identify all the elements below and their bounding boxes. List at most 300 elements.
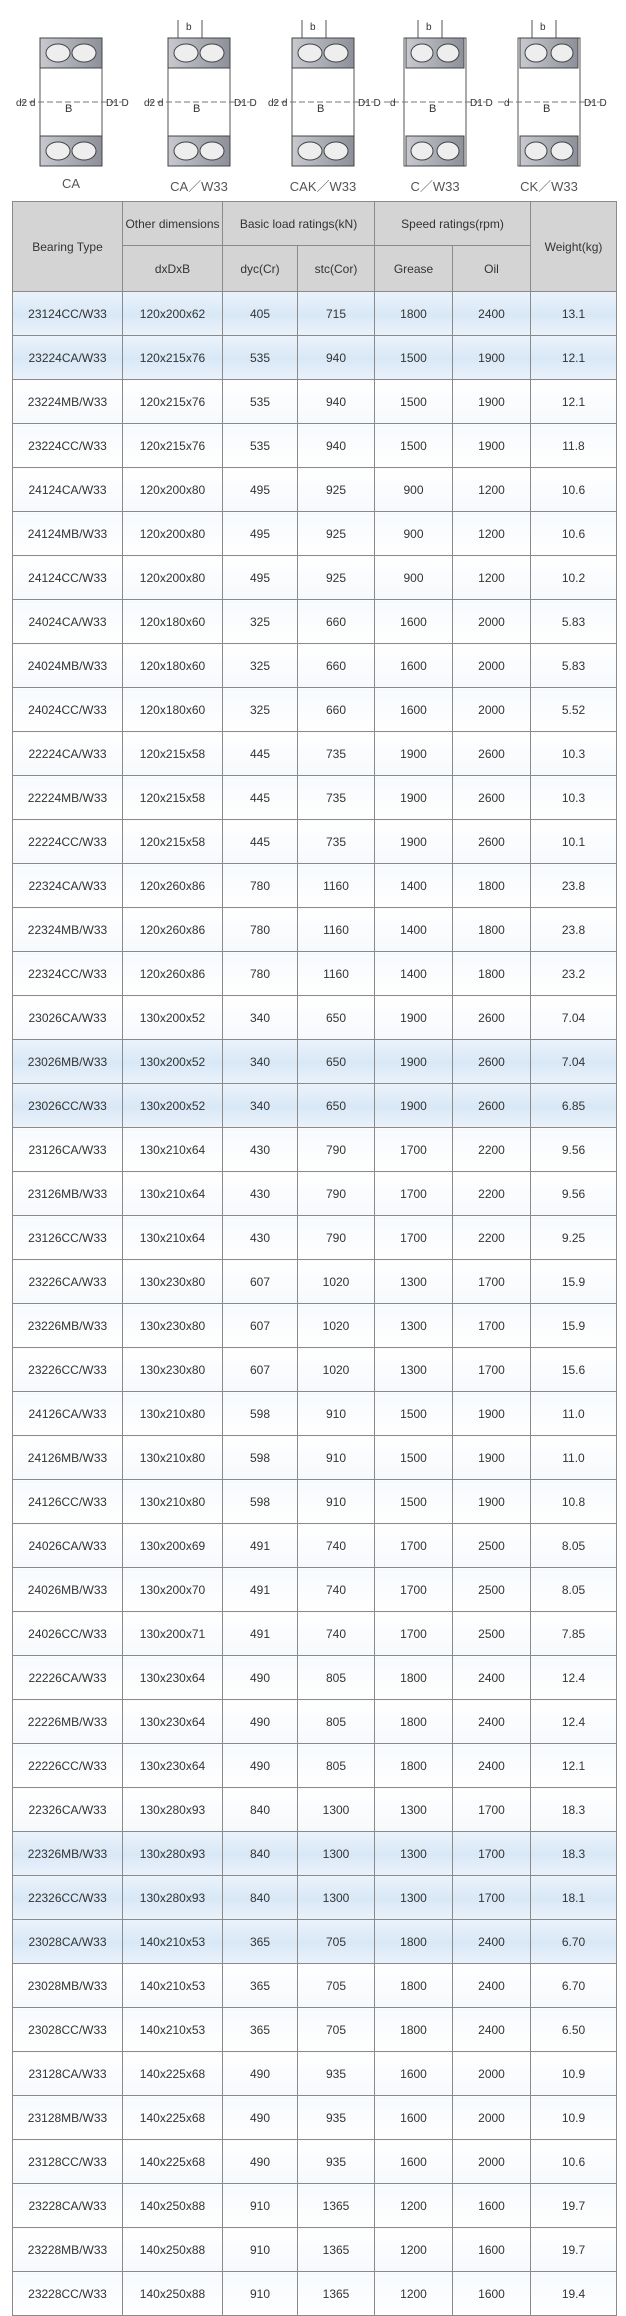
grease-speed-cell: 1200 bbox=[375, 2228, 453, 2272]
oil-speed-cell: 2400 bbox=[453, 1656, 531, 1700]
dyc-cell: 910 bbox=[223, 2184, 298, 2228]
dimensions-cell: 120x215x58 bbox=[123, 732, 223, 776]
bearing-type-cell: 23126MB/W33 bbox=[13, 1172, 123, 1216]
dimensions-cell: 140x225x68 bbox=[123, 2140, 223, 2184]
bearing-type-cell: 23028MB/W33 bbox=[13, 1964, 123, 2008]
oil-speed-cell: 2500 bbox=[453, 1568, 531, 1612]
weight-cell: 6.70 bbox=[531, 1964, 617, 2008]
table-row bbox=[13, 2052, 617, 2096]
header-grease: Grease bbox=[375, 246, 453, 292]
weight-cell: 9.25 bbox=[531, 1216, 617, 1260]
header-basic-load: Basic load ratings(kN) bbox=[223, 202, 375, 246]
table-row bbox=[13, 1744, 617, 1788]
bearing-type-cell: 24126CA/W33 bbox=[13, 1392, 123, 1436]
weight-cell: 6.85 bbox=[531, 1084, 617, 1128]
oil-speed-cell: 1600 bbox=[453, 2184, 531, 2228]
stc-cell: 1160 bbox=[298, 864, 375, 908]
stc-cell: 805 bbox=[298, 1656, 375, 1700]
stc-cell: 940 bbox=[298, 336, 375, 380]
grease-speed-cell: 1600 bbox=[375, 2140, 453, 2184]
weight-cell: 12.4 bbox=[531, 1700, 617, 1744]
dyc-cell: 840 bbox=[223, 1832, 298, 1876]
dyc-cell: 430 bbox=[223, 1128, 298, 1172]
weight-cell: 11.0 bbox=[531, 1392, 617, 1436]
weight-cell: 11.8 bbox=[531, 424, 617, 468]
bearing-type-cell: 23226MB/W33 bbox=[13, 1304, 123, 1348]
oil-speed-cell: 2600 bbox=[453, 996, 531, 1040]
table-row bbox=[13, 864, 617, 908]
bearing-type-cell: 22226MB/W33 bbox=[13, 1700, 123, 1744]
weight-cell: 8.05 bbox=[531, 1568, 617, 1612]
table-row bbox=[13, 908, 617, 952]
stc-cell: 805 bbox=[298, 1700, 375, 1744]
dimensions-cell: 120x215x58 bbox=[123, 776, 223, 820]
svg-text:D1 D: D1 D bbox=[584, 98, 607, 109]
grease-speed-cell: 1800 bbox=[375, 1744, 453, 1788]
oil-speed-cell: 2500 bbox=[453, 1524, 531, 1568]
dimensions-cell: 130x210x80 bbox=[123, 1480, 223, 1524]
dyc-cell: 340 bbox=[223, 1040, 298, 1084]
diagram-caption: CA／W33 bbox=[170, 179, 228, 194]
table-row bbox=[13, 2008, 617, 2052]
bearing-type-cell: 24126CC/W33 bbox=[13, 1480, 123, 1524]
dimensions-cell: 120x215x76 bbox=[123, 424, 223, 468]
stc-cell: 935 bbox=[298, 2140, 375, 2184]
bearing-type-cell: 23128MB/W33 bbox=[13, 2096, 123, 2140]
table-row bbox=[13, 1788, 617, 1832]
svg-text:B: B bbox=[65, 103, 73, 115]
svg-text:d2 d: d2 d bbox=[144, 98, 164, 109]
table-row bbox=[13, 1832, 617, 1876]
oil-speed-cell: 2400 bbox=[453, 1920, 531, 1964]
header-oil: Oil bbox=[453, 246, 531, 292]
dimensions-cell: 120x200x80 bbox=[123, 556, 223, 600]
dimensions-cell: 130x230x80 bbox=[123, 1304, 223, 1348]
dyc-cell: 780 bbox=[223, 864, 298, 908]
grease-speed-cell: 1900 bbox=[375, 1084, 453, 1128]
grease-speed-cell: 1500 bbox=[375, 336, 453, 380]
oil-speed-cell: 1800 bbox=[453, 908, 531, 952]
dimensions-cell: 130x200x52 bbox=[123, 996, 223, 1040]
bearing-type-cell: 23026CA/W33 bbox=[13, 996, 123, 1040]
weight-cell: 8.05 bbox=[531, 1524, 617, 1568]
oil-speed-cell: 2600 bbox=[453, 732, 531, 776]
dimensions-cell: 130x280x93 bbox=[123, 1788, 223, 1832]
table-row bbox=[13, 1876, 617, 1920]
stc-cell: 715 bbox=[298, 292, 375, 336]
stc-cell: 1160 bbox=[298, 908, 375, 952]
dimensions-cell: 120x200x62 bbox=[123, 292, 223, 336]
dyc-cell: 325 bbox=[223, 600, 298, 644]
stc-cell: 1365 bbox=[298, 2228, 375, 2272]
dimensions-cell: 130x230x64 bbox=[123, 1744, 223, 1788]
dyc-cell: 910 bbox=[223, 2228, 298, 2272]
weight-cell: 18.1 bbox=[531, 1876, 617, 1920]
dimensions-cell: 130x230x80 bbox=[123, 1348, 223, 1392]
header-bearing-type: Bearing Type bbox=[13, 202, 123, 292]
bearing-type-cell: 23028CC/W33 bbox=[13, 2008, 123, 2052]
table-row bbox=[13, 468, 617, 512]
bearing-type-cell: 23026MB/W33 bbox=[13, 1040, 123, 1084]
dyc-cell: 780 bbox=[223, 952, 298, 996]
bearing-type-cell: 22224CA/W33 bbox=[13, 732, 123, 776]
weight-cell: 7.04 bbox=[531, 996, 617, 1040]
weight-cell: 9.56 bbox=[531, 1172, 617, 1216]
dyc-cell: 535 bbox=[223, 336, 298, 380]
dyc-cell: 445 bbox=[223, 732, 298, 776]
weight-cell: 10.2 bbox=[531, 556, 617, 600]
svg-text:d2 d: d2 d bbox=[16, 98, 36, 109]
grease-speed-cell: 900 bbox=[375, 512, 453, 556]
table-row bbox=[13, 1040, 617, 1084]
grease-speed-cell: 1900 bbox=[375, 776, 453, 820]
bearing-type-cell: 24126MB/W33 bbox=[13, 1436, 123, 1480]
grease-speed-cell: 1900 bbox=[375, 820, 453, 864]
weight-cell: 19.4 bbox=[531, 2272, 617, 2316]
weight-cell: 10.6 bbox=[531, 512, 617, 556]
oil-speed-cell: 1900 bbox=[453, 380, 531, 424]
oil-speed-cell: 1200 bbox=[453, 556, 531, 600]
table-row bbox=[13, 380, 617, 424]
bearing-type-cell: 22224MB/W33 bbox=[13, 776, 123, 820]
grease-speed-cell: 1500 bbox=[375, 380, 453, 424]
table-row bbox=[13, 1480, 617, 1524]
weight-cell: 19.7 bbox=[531, 2228, 617, 2272]
bearing-type-cell: 22326CC/W33 bbox=[13, 1876, 123, 1920]
grease-speed-cell: 1300 bbox=[375, 1260, 453, 1304]
dimensions-cell: 130x210x80 bbox=[123, 1392, 223, 1436]
oil-speed-cell: 2000 bbox=[453, 644, 531, 688]
bearing-type-cell: 23228MB/W33 bbox=[13, 2228, 123, 2272]
grease-speed-cell: 1300 bbox=[375, 1304, 453, 1348]
dyc-cell: 445 bbox=[223, 820, 298, 864]
svg-text:B: B bbox=[429, 103, 437, 115]
table-row bbox=[13, 1216, 617, 1260]
table-row bbox=[13, 1612, 617, 1656]
bearing-type-cell: 23128CC/W33 bbox=[13, 2140, 123, 2184]
dimensions-cell: 120x180x60 bbox=[123, 600, 223, 644]
grease-speed-cell: 1500 bbox=[375, 424, 453, 468]
svg-text:b: b bbox=[426, 22, 432, 33]
svg-text:B: B bbox=[193, 103, 201, 115]
stc-cell: 925 bbox=[298, 468, 375, 512]
bearing-type-cell: 24124CA/W33 bbox=[13, 468, 123, 512]
oil-speed-cell: 1700 bbox=[453, 1876, 531, 1920]
oil-speed-cell: 2600 bbox=[453, 776, 531, 820]
stc-cell: 660 bbox=[298, 600, 375, 644]
bearing-type-cell: 24024MB/W33 bbox=[13, 644, 123, 688]
dimensions-cell: 140x210x53 bbox=[123, 1920, 223, 1964]
dyc-cell: 780 bbox=[223, 908, 298, 952]
bearing-type-cell: 23028CA/W33 bbox=[13, 1920, 123, 1964]
dyc-cell: 607 bbox=[223, 1304, 298, 1348]
oil-speed-cell: 1800 bbox=[453, 952, 531, 996]
dyc-cell: 598 bbox=[223, 1480, 298, 1524]
dimensions-cell: 130x200x69 bbox=[123, 1524, 223, 1568]
table-row bbox=[13, 556, 617, 600]
weight-cell: 10.6 bbox=[531, 2140, 617, 2184]
table-row bbox=[13, 2228, 617, 2272]
table-row bbox=[13, 688, 617, 732]
grease-speed-cell: 1800 bbox=[375, 1656, 453, 1700]
table-row bbox=[13, 952, 617, 996]
grease-speed-cell: 1600 bbox=[375, 600, 453, 644]
dyc-cell: 495 bbox=[223, 468, 298, 512]
table-row bbox=[13, 600, 617, 644]
table-row bbox=[13, 732, 617, 776]
bearing-type-cell: 23124CC/W33 bbox=[13, 292, 123, 336]
bearing-type-cell: 22324CA/W33 bbox=[13, 864, 123, 908]
bearing-cross-sections bbox=[0, 0, 626, 176]
weight-cell: 10.3 bbox=[531, 732, 617, 776]
dimensions-cell: 140x210x53 bbox=[123, 1964, 223, 2008]
bearing-type-cell: 23224MB/W33 bbox=[13, 380, 123, 424]
bearing-type-cell: 22324CC/W33 bbox=[13, 952, 123, 996]
bearing-type-cell: 22224CC/W33 bbox=[13, 820, 123, 864]
weight-cell: 23.8 bbox=[531, 908, 617, 952]
svg-text:b: b bbox=[540, 22, 546, 33]
dimensions-cell: 130x210x64 bbox=[123, 1216, 223, 1260]
svg-text:D1 D: D1 D bbox=[358, 98, 381, 109]
dyc-cell: 430 bbox=[223, 1216, 298, 1260]
grease-speed-cell: 1900 bbox=[375, 996, 453, 1040]
dyc-cell: 910 bbox=[223, 2272, 298, 2316]
oil-speed-cell: 1700 bbox=[453, 1348, 531, 1392]
dimensions-cell: 130x210x64 bbox=[123, 1128, 223, 1172]
weight-cell: 12.4 bbox=[531, 1656, 617, 1700]
header-stc: stc(Cor) bbox=[298, 246, 375, 292]
dyc-cell: 490 bbox=[223, 2140, 298, 2184]
stc-cell: 705 bbox=[298, 2008, 375, 2052]
table-row bbox=[13, 2184, 617, 2228]
bearing-type-cell: 22226CC/W33 bbox=[13, 1744, 123, 1788]
dyc-cell: 325 bbox=[223, 644, 298, 688]
dimensions-cell: 140x250x88 bbox=[123, 2272, 223, 2316]
dyc-cell: 535 bbox=[223, 424, 298, 468]
diagram-caption: C／W33 bbox=[410, 179, 460, 194]
grease-speed-cell: 900 bbox=[375, 556, 453, 600]
weight-cell: 18.3 bbox=[531, 1788, 617, 1832]
svg-text:d: d bbox=[390, 98, 396, 109]
dimensions-cell: 130x280x93 bbox=[123, 1832, 223, 1876]
table-row bbox=[13, 1172, 617, 1216]
dimensions-cell: 130x210x80 bbox=[123, 1436, 223, 1480]
dyc-cell: 495 bbox=[223, 556, 298, 600]
stc-cell: 1300 bbox=[298, 1788, 375, 1832]
bearing-ca-diagram bbox=[16, 38, 129, 166]
table-row bbox=[13, 2272, 617, 2316]
grease-speed-cell: 1700 bbox=[375, 1524, 453, 1568]
dyc-cell: 430 bbox=[223, 1172, 298, 1216]
weight-cell: 19.7 bbox=[531, 2184, 617, 2228]
table-row bbox=[13, 1964, 617, 2008]
svg-text:b: b bbox=[310, 22, 316, 33]
weight-cell: 23.8 bbox=[531, 864, 617, 908]
table-row bbox=[13, 292, 617, 336]
svg-text:D1 D: D1 D bbox=[234, 98, 257, 109]
bearing-type-cell: 23228CA/W33 bbox=[13, 2184, 123, 2228]
bearing-c-w33-diagram bbox=[384, 20, 493, 166]
oil-speed-cell: 1900 bbox=[453, 424, 531, 468]
bearing-ca-w33-diagram bbox=[144, 20, 257, 166]
oil-speed-cell: 2000 bbox=[453, 2096, 531, 2140]
table-row bbox=[13, 1348, 617, 1392]
dimensions-cell: 130x200x71 bbox=[123, 1612, 223, 1656]
dimensions-cell: 130x200x52 bbox=[123, 1084, 223, 1128]
weight-cell: 5.83 bbox=[531, 644, 617, 688]
stc-cell: 935 bbox=[298, 2052, 375, 2096]
oil-speed-cell: 1200 bbox=[453, 468, 531, 512]
weight-cell: 9.56 bbox=[531, 1128, 617, 1172]
stc-cell: 925 bbox=[298, 512, 375, 556]
dyc-cell: 490 bbox=[223, 1744, 298, 1788]
dimensions-cell: 120x260x86 bbox=[123, 864, 223, 908]
oil-speed-cell: 1700 bbox=[453, 1832, 531, 1876]
grease-speed-cell: 1300 bbox=[375, 1788, 453, 1832]
dimensions-cell: 120x200x80 bbox=[123, 512, 223, 556]
dyc-cell: 535 bbox=[223, 380, 298, 424]
table-row bbox=[13, 1700, 617, 1744]
grease-speed-cell: 1400 bbox=[375, 908, 453, 952]
oil-speed-cell: 2600 bbox=[453, 820, 531, 864]
bearing-type-cell: 23228CC/W33 bbox=[13, 2272, 123, 2316]
stc-cell: 705 bbox=[298, 1920, 375, 1964]
dyc-cell: 490 bbox=[223, 2052, 298, 2096]
grease-speed-cell: 1300 bbox=[375, 1348, 453, 1392]
dimensions-cell: 140x225x68 bbox=[123, 2052, 223, 2096]
grease-speed-cell: 1500 bbox=[375, 1436, 453, 1480]
grease-speed-cell: 1600 bbox=[375, 2052, 453, 2096]
bearing-type-cell: 23126CC/W33 bbox=[13, 1216, 123, 1260]
bearing-type-cell: 24124MB/W33 bbox=[13, 512, 123, 556]
dyc-cell: 340 bbox=[223, 1084, 298, 1128]
dimensions-cell: 140x250x88 bbox=[123, 2184, 223, 2228]
bearing-type-cell: 24024CA/W33 bbox=[13, 600, 123, 644]
stc-cell: 1020 bbox=[298, 1304, 375, 1348]
table-header bbox=[13, 202, 617, 292]
bearing-ck-w33-diagram bbox=[498, 20, 607, 166]
oil-speed-cell: 2400 bbox=[453, 1700, 531, 1744]
bearing-type-cell: 22326MB/W33 bbox=[13, 1832, 123, 1876]
oil-speed-cell: 2000 bbox=[453, 2052, 531, 2096]
stc-cell: 925 bbox=[298, 556, 375, 600]
bearing-type-cell: 23226CA/W33 bbox=[13, 1260, 123, 1304]
dimensions-cell: 120x215x58 bbox=[123, 820, 223, 864]
table-row bbox=[13, 2140, 617, 2184]
oil-speed-cell: 2600 bbox=[453, 1040, 531, 1084]
grease-speed-cell: 1700 bbox=[375, 1172, 453, 1216]
weight-cell: 18.3 bbox=[531, 1832, 617, 1876]
grease-speed-cell: 1600 bbox=[375, 644, 453, 688]
oil-speed-cell: 2000 bbox=[453, 2140, 531, 2184]
dimensions-cell: 140x210x53 bbox=[123, 2008, 223, 2052]
header-dyc: dyc(Cr) bbox=[223, 246, 298, 292]
table-row bbox=[13, 820, 617, 864]
oil-speed-cell: 1900 bbox=[453, 336, 531, 380]
grease-speed-cell: 1800 bbox=[375, 2008, 453, 2052]
weight-cell: 10.9 bbox=[531, 2096, 617, 2140]
weight-cell: 7.04 bbox=[531, 1040, 617, 1084]
weight-cell: 10.6 bbox=[531, 468, 617, 512]
table-row bbox=[13, 1524, 617, 1568]
header-dxdxb: dxDxB bbox=[123, 246, 223, 292]
svg-text:D1 D: D1 D bbox=[106, 98, 129, 109]
oil-speed-cell: 2400 bbox=[453, 292, 531, 336]
grease-speed-cell: 1200 bbox=[375, 2184, 453, 2228]
table-row bbox=[13, 1128, 617, 1172]
weight-cell: 15.6 bbox=[531, 1348, 617, 1392]
table-row bbox=[13, 1568, 617, 1612]
grease-speed-cell: 1700 bbox=[375, 1568, 453, 1612]
bearing-cak-w33-diagram bbox=[268, 20, 381, 166]
table-row bbox=[13, 512, 617, 556]
table-row bbox=[13, 1392, 617, 1436]
oil-speed-cell: 2200 bbox=[453, 1172, 531, 1216]
diagram-caption: CK／W33 bbox=[520, 179, 578, 194]
oil-speed-cell: 2000 bbox=[453, 600, 531, 644]
stc-cell: 805 bbox=[298, 1744, 375, 1788]
weight-cell: 11.0 bbox=[531, 1436, 617, 1480]
stc-cell: 910 bbox=[298, 1436, 375, 1480]
oil-speed-cell: 1600 bbox=[453, 2272, 531, 2316]
dyc-cell: 365 bbox=[223, 1964, 298, 2008]
table-row bbox=[13, 336, 617, 380]
oil-speed-cell: 1900 bbox=[453, 1480, 531, 1524]
grease-speed-cell: 1800 bbox=[375, 292, 453, 336]
stc-cell: 1300 bbox=[298, 1832, 375, 1876]
grease-speed-cell: 1600 bbox=[375, 2096, 453, 2140]
dimensions-cell: 130x200x70 bbox=[123, 1568, 223, 1612]
table-row bbox=[13, 1084, 617, 1128]
dyc-cell: 491 bbox=[223, 1568, 298, 1612]
svg-text:b: b bbox=[186, 22, 192, 33]
stc-cell: 1365 bbox=[298, 2272, 375, 2316]
dyc-cell: 445 bbox=[223, 776, 298, 820]
bearing-type-cell: 23224CC/W33 bbox=[13, 424, 123, 468]
weight-cell: 10.9 bbox=[531, 2052, 617, 2096]
grease-speed-cell: 1500 bbox=[375, 1392, 453, 1436]
stc-cell: 1020 bbox=[298, 1348, 375, 1392]
stc-cell: 735 bbox=[298, 776, 375, 820]
weight-cell: 12.1 bbox=[531, 380, 617, 424]
svg-text:B: B bbox=[543, 103, 551, 115]
stc-cell: 910 bbox=[298, 1480, 375, 1524]
stc-cell: 940 bbox=[298, 424, 375, 468]
table-row bbox=[13, 776, 617, 820]
weight-cell: 13.1 bbox=[531, 292, 617, 336]
header-other-dimensions: Other dimensions bbox=[123, 202, 223, 246]
grease-speed-cell: 1200 bbox=[375, 2272, 453, 2316]
bearing-type-cell: 24026MB/W33 bbox=[13, 1568, 123, 1612]
dyc-cell: 490 bbox=[223, 1700, 298, 1744]
weight-cell: 10.3 bbox=[531, 776, 617, 820]
dyc-cell: 840 bbox=[223, 1876, 298, 1920]
dyc-cell: 598 bbox=[223, 1392, 298, 1436]
grease-speed-cell: 1800 bbox=[375, 1700, 453, 1744]
dimensions-cell: 140x225x68 bbox=[123, 2096, 223, 2140]
stc-cell: 650 bbox=[298, 996, 375, 1040]
stc-cell: 910 bbox=[298, 1392, 375, 1436]
grease-speed-cell: 900 bbox=[375, 468, 453, 512]
grease-speed-cell: 1900 bbox=[375, 1040, 453, 1084]
weight-cell: 5.83 bbox=[531, 600, 617, 644]
oil-speed-cell: 2200 bbox=[453, 1216, 531, 1260]
stc-cell: 790 bbox=[298, 1172, 375, 1216]
stc-cell: 790 bbox=[298, 1128, 375, 1172]
diagram-caption: CA bbox=[61, 176, 81, 191]
stc-cell: 1160 bbox=[298, 952, 375, 996]
weight-cell: 15.9 bbox=[531, 1304, 617, 1348]
